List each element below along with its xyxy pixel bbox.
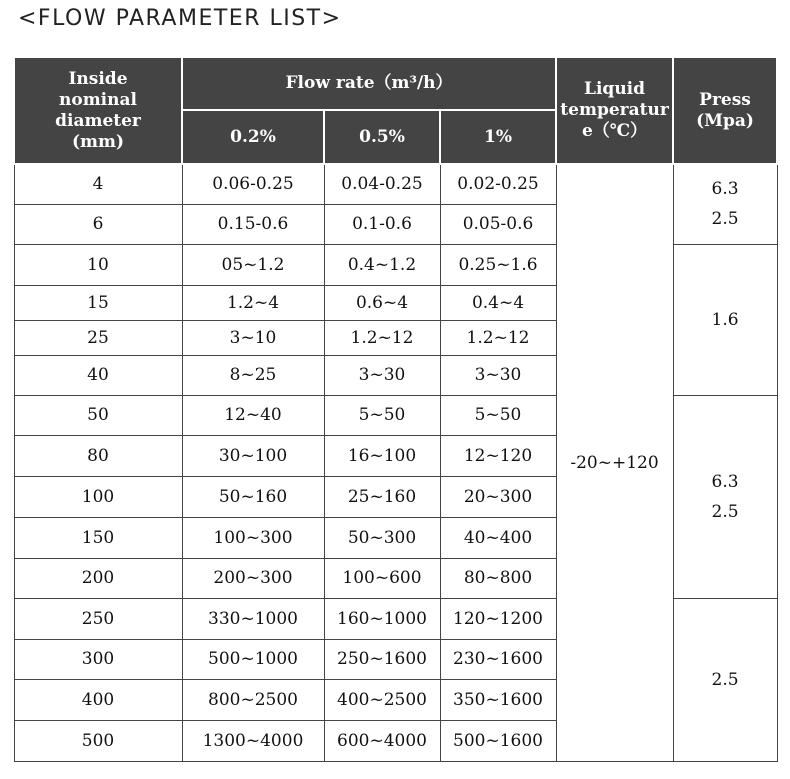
flow-cell-0-2: 800~2500 (182, 679, 324, 720)
flow-cell-0-2: 8~25 (182, 355, 324, 395)
pressure-cell (673, 164, 777, 244)
flow-cell-0-2: 50~160 (182, 476, 324, 517)
pressure-line: 6.3 (711, 471, 739, 492)
diameter-cell: 300 (14, 639, 182, 679)
diameter-cell: 100 (14, 476, 182, 517)
flow-cell-0-2: 0.06-0.25 (182, 164, 324, 204)
flow-cell-0-2: 200~300 (182, 558, 324, 598)
flow-cell-0-2: 330~1000 (182, 598, 324, 639)
flow-cell-0-2: 0.15-0.6 (182, 204, 324, 244)
flow-cell-1: 1.2~12 (440, 320, 556, 355)
header-temperature-line: Liquid (584, 79, 646, 99)
pressure-line: 2.5 (711, 209, 739, 230)
flow-cell-0-5: 160~1000 (324, 598, 440, 639)
flow-cell-0-5: 1.2~12 (324, 320, 440, 355)
flow-cell-0-5: 0.04-0.25 (324, 164, 440, 204)
header-diameter (14, 57, 182, 164)
header-pressure (673, 57, 777, 164)
flow-cell-1: 0.05-0.6 (440, 204, 556, 244)
header-diameter-line: nominal (59, 89, 137, 110)
header-diameter-line: (mm) (71, 131, 125, 152)
header-accuracy-1: 1% (440, 110, 556, 164)
diameter-cell: 6 (14, 204, 182, 244)
flow-cell-1: 80~800 (440, 558, 556, 598)
header-temperature-line: temperatur (560, 100, 669, 120)
diameter-cell: 200 (14, 558, 182, 598)
flow-cell-0-2: 100~300 (182, 517, 324, 558)
flow-cell-0-5: 0.6~4 (324, 285, 440, 320)
table-row (14, 164, 777, 204)
flow-cell-0-2: 500~1000 (182, 639, 324, 679)
flow-cell-0-5: 0.1-0.6 (324, 204, 440, 244)
diameter-cell: 25 (14, 320, 182, 355)
pressure-cell (673, 598, 777, 761)
diameter-cell: 15 (14, 285, 182, 320)
pressure-cell (673, 244, 777, 395)
flow-cell-0-2: 1.2~4 (182, 285, 324, 320)
header-pressure-line: Press (699, 89, 751, 110)
flow-cell-0-2: 3~10 (182, 320, 324, 355)
flow-cell-0-5: 50~300 (324, 517, 440, 558)
diameter-cell: 80 (14, 435, 182, 476)
diameter-cell: 4 (14, 164, 182, 204)
diameter-cell: 40 (14, 355, 182, 395)
flow-cell-1: 0.4~4 (440, 285, 556, 320)
flow-cell-0-5: 16~100 (324, 435, 440, 476)
diameter-cell: 150 (14, 517, 182, 558)
pressure-line: 2.5 (711, 669, 739, 690)
flow-cell-0-5: 3~30 (324, 355, 440, 395)
flow-cell-1: 5~50 (440, 395, 556, 435)
pressure-cell (673, 395, 777, 598)
flow-cell-0-5: 0.4~1.2 (324, 244, 440, 285)
pressure-line: 2.5 (711, 501, 739, 522)
diameter-cell: 50 (14, 395, 182, 435)
flow-cell-0-2: 05~1.2 (182, 244, 324, 285)
flow-cell-0-5: 25~160 (324, 476, 440, 517)
flow-cell-0-5: 5~50 (324, 395, 440, 435)
header-diameter-line: Inside (68, 68, 128, 89)
flow-cell-0-2: 30~100 (182, 435, 324, 476)
flow-cell-1: 12~120 (440, 435, 556, 476)
header-diameter-line: diameter (55, 110, 141, 131)
flow-cell-1: 40~400 (440, 517, 556, 558)
flow-cell-1: 0.02-0.25 (440, 164, 556, 204)
diameter-cell: 500 (14, 720, 182, 761)
flow-cell-1: 500~1600 (440, 720, 556, 761)
header-temperature (556, 57, 673, 164)
header-temperature-line: e（℃） (581, 121, 648, 141)
flow-cell-1: 0.25~1.6 (440, 244, 556, 285)
flow-cell-0-5: 100~600 (324, 558, 440, 598)
header-accuracy-0-2: 0.2% (182, 110, 324, 164)
flow-cell-1: 3~30 (440, 355, 556, 395)
flow-cell-0-5: 400~2500 (324, 679, 440, 720)
pressure-line: 1.6 (711, 309, 739, 330)
header-accuracy-0-5: 0.5% (324, 110, 440, 164)
flow-cell-0-5: 600~4000 (324, 720, 440, 761)
diameter-cell: 250 (14, 598, 182, 639)
page-title: <FLOW PARAMETER LIST> (18, 6, 342, 31)
flow-cell-1: 230~1600 (440, 639, 556, 679)
header-pressure-line: (Mpa) (696, 110, 754, 131)
header-flow-rate: Flow rate（m³/h） (182, 57, 556, 110)
flow-cell-1: 120~1200 (440, 598, 556, 639)
flow-cell-1: 350~1600 (440, 679, 556, 720)
diameter-cell: 400 (14, 679, 182, 720)
flow-parameter-table (13, 56, 778, 762)
flow-cell-0-2: 12~40 (182, 395, 324, 435)
temperature-cell: -20~+120 (556, 164, 673, 761)
flow-cell-0-2: 1300~4000 (182, 720, 324, 761)
flow-cell-1: 20~300 (440, 476, 556, 517)
diameter-cell: 10 (14, 244, 182, 285)
flow-cell-0-5: 250~1600 (324, 639, 440, 679)
header-row-top (14, 57, 777, 110)
pressure-line: 6.3 (711, 179, 739, 200)
